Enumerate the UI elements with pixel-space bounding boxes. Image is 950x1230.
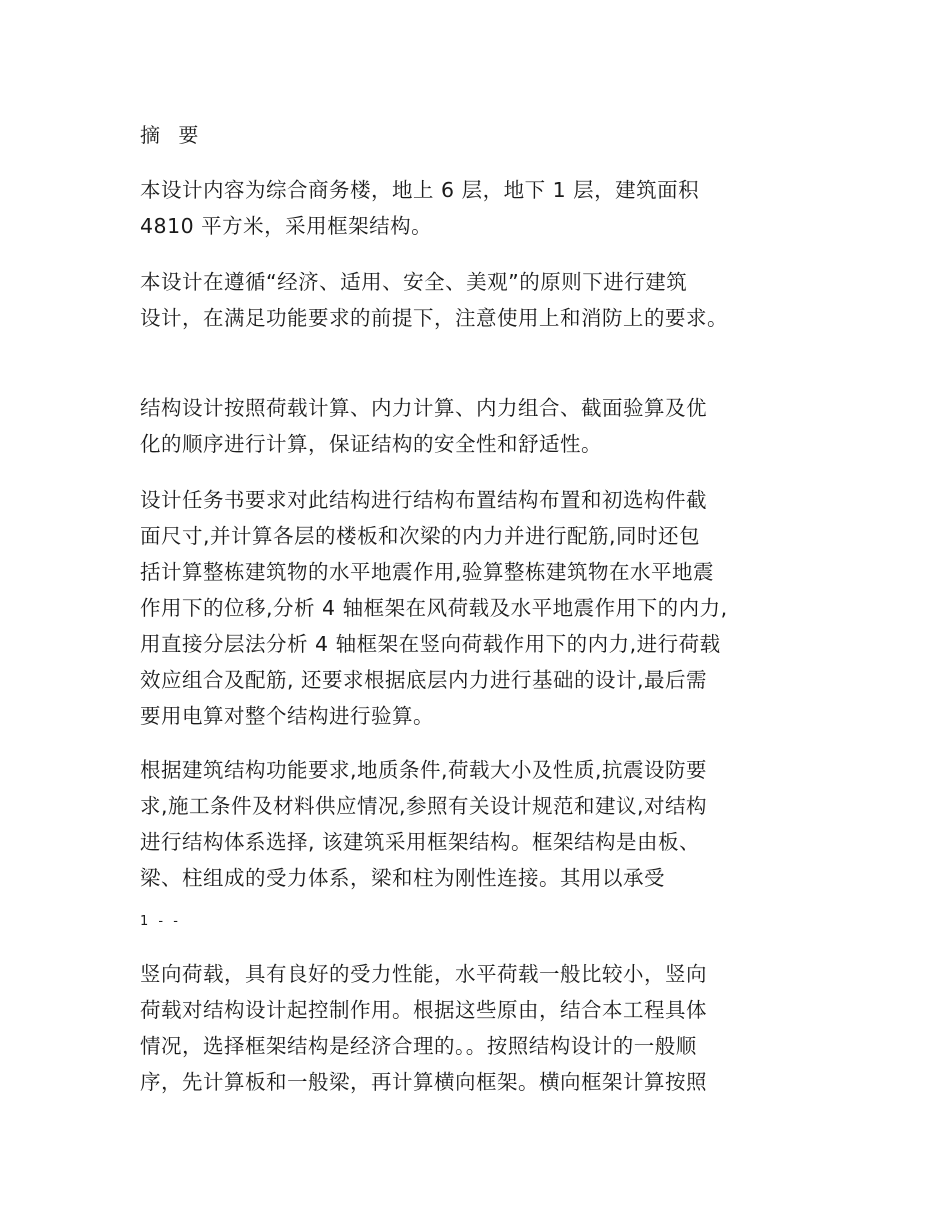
paragraph-design-principles: [140, 264, 820, 336]
paragraph-structural-design: [140, 390, 820, 462]
text-line: 本设计内容为综合商务楼，地上 6 层，地下 1 层，建筑面积: [140, 178, 700, 202]
text-line: 结构设计按照荷载计算、内力计算、内力组合、截面验算及优: [140, 396, 707, 420]
text-line: 求,施工条件及材料供应情况,参照有关设计规范和建议,对结构: [140, 794, 708, 818]
text-line: 荷载对结构设计起控制作用。根据这些原由，结合本工程具体: [140, 998, 707, 1022]
page-title: 摘 要: [140, 123, 205, 147]
text-line: 化的顺序进行计算，保证结构的安全性和舒适性。: [140, 432, 602, 456]
text-line: 情况，选择框架结构是经济合理的。。按照结构设计的一般顺: [140, 1034, 697, 1058]
text-line: 效应组合及配筋, 还要求根据底层内力进行基础的设计,最后需: [140, 668, 708, 692]
text-line: 设计任务书要求对此结构进行结构布置结构布置和初选构件截: [140, 488, 707, 512]
text-line: 4810 平方米，采用框架结构。: [140, 214, 433, 238]
text-line: 进行结构体系选择, 该建筑采用框架结构。框架结构是由板、: [140, 830, 701, 854]
text-line: 设计，在满足功能要求的前提下，注意使用上和消防上的要求。: [140, 306, 728, 330]
text-line: 竖向荷载，具有良好的受力性能，水平荷载一般比较小，竖向: [140, 962, 707, 986]
text-line: 梁、柱组成的受力体系，梁和柱为刚性连接。其用以承受: [140, 866, 665, 890]
text-line: 要用电算对整个结构进行验算。: [140, 704, 434, 728]
paragraph-project-overview: [140, 172, 820, 244]
text-line: 括计算整栋建筑物的水平地震作用,验算整栋建筑物在水平地震: [140, 560, 715, 584]
page-number: 1 - -: [140, 914, 181, 929]
paragraph-frame-structure: [140, 956, 820, 1100]
text-line: 作用下的位移,分析 4 轴框架在风荷载及水平地震作用下的内力,: [140, 596, 728, 620]
text-line: 用直接分层法分析 4 轴框架在竖向荷载作用下的内力,进行荷载: [140, 632, 721, 656]
text-line: 根据建筑结构功能要求,地质条件,荷载大小及性质,抗震设防要: [140, 758, 708, 782]
paragraph-structure-selection: [140, 752, 820, 896]
text-line: 本设计在遵循“经济、适用、安全、美观”的原则下进行建筑: [140, 270, 688, 294]
text-line: 序，先计算板和一般梁，再计算横向框架。横向框架计算按照: [140, 1070, 707, 1094]
paragraph-design-tasks: [140, 482, 820, 734]
text-line: 面尺寸,并计算各层的楼板和次梁的内力并进行配筋,同时还包: [140, 524, 701, 548]
